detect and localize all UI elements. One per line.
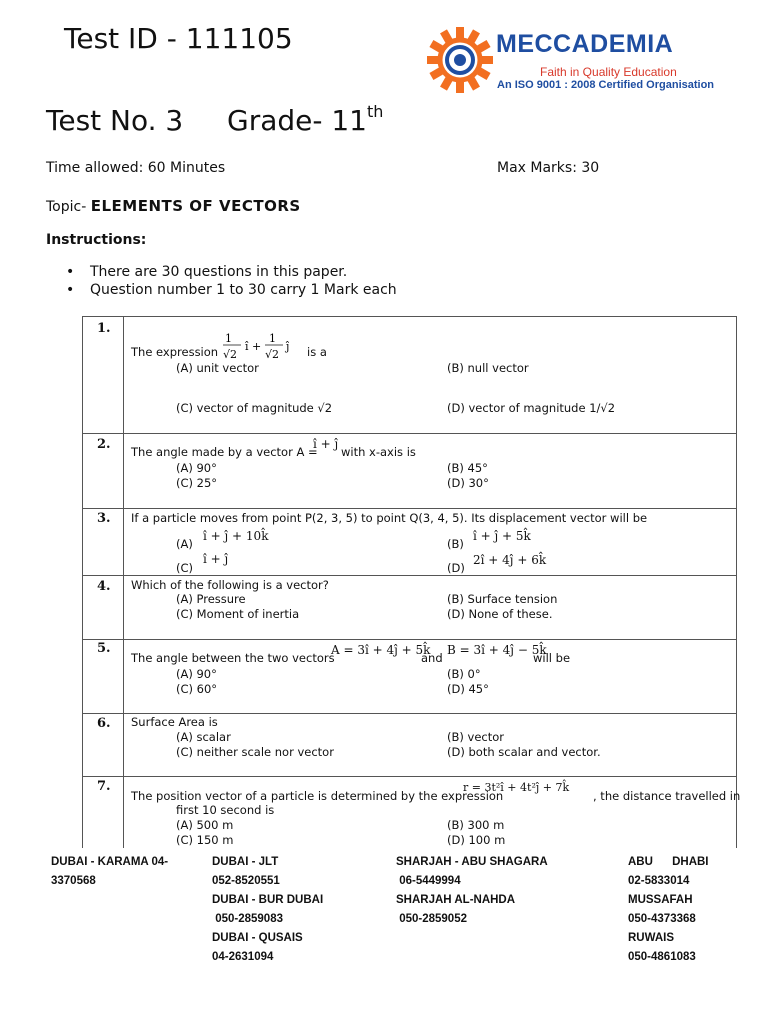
question-math: î + ĵ — [313, 437, 339, 451]
option-a: (A) — [176, 537, 193, 551]
instruction-item: • There are 30 questions in this paper. — [66, 263, 397, 281]
option-c: (C) 150 m — [176, 833, 234, 847]
option-d: (D) 100 m — [447, 833, 506, 847]
row-divider — [83, 575, 736, 576]
logo-certification: An ISO 9001 : 2008 Certified Organisation — [497, 79, 715, 91]
footer-branch-dubai — [212, 853, 323, 967]
option-d: (D) 30° — [447, 476, 489, 490]
row-divider — [83, 776, 736, 777]
svg-text:1: 1 — [269, 332, 276, 345]
question-number: 2. — [97, 437, 111, 452]
option-b: (B) Surface tension — [447, 592, 558, 606]
grade-superscript: th — [367, 102, 384, 121]
question-number: 3. — [97, 511, 111, 526]
table-column-divider — [123, 317, 124, 848]
question-text-after: is a — [307, 345, 327, 359]
option-c: (C) 60° — [176, 682, 218, 696]
test-id: Test ID - 111105 — [64, 22, 293, 55]
footer-line: 050-2859052 — [396, 913, 467, 925]
footer-line: SHARJAH - ABU SHAGARA — [396, 856, 548, 868]
topic-title: ELEMENTS OF VECTORS — [90, 197, 301, 215]
footer-line: 050-4373368 — [628, 913, 696, 925]
option-a: (A) 90° — [176, 461, 217, 475]
option-d: (D) both scalar and vector. — [447, 745, 601, 759]
option-b-math: î + ĵ + 5k̂ — [473, 529, 531, 543]
option-a: (A) Pressure — [176, 592, 246, 606]
footer-line: 3370568 — [51, 875, 96, 887]
option-c: (C) — [176, 561, 194, 575]
footer-line: DUBAI - QUSAIS — [212, 932, 303, 944]
footer-branch-sharjah — [396, 853, 548, 929]
option-c-math: î + ĵ — [203, 552, 229, 566]
option-a-math: î + ĵ + 10k̂ — [203, 529, 269, 543]
footer-line: 04-2631094 — [212, 951, 274, 963]
question-text: The angle made by a vector A = — [131, 445, 318, 459]
question-text-mid: and — [421, 651, 443, 665]
option-a: (A) 90° — [176, 667, 217, 681]
svg-text:ĵ: ĵ — [286, 340, 290, 353]
question-number: 6. — [97, 716, 111, 731]
grade — [227, 104, 383, 137]
option-c: (C) vector of magnitude √2 — [176, 401, 333, 415]
topic-prefix: Topic- — [46, 199, 91, 215]
row-divider — [83, 433, 736, 434]
question-math — [223, 329, 303, 363]
question-text: Surface Area is — [131, 715, 218, 729]
instructions-label: Instructions: — [46, 232, 147, 248]
question-number: 7. — [97, 779, 111, 794]
question-number: 5. — [97, 641, 111, 656]
svg-text:î +: î + — [245, 340, 262, 353]
svg-text:1: 1 — [225, 332, 232, 345]
option-d: (D) vector of magnitude 1/√2 — [447, 401, 616, 415]
option-b: (B) 0° — [447, 667, 481, 681]
option-d: (D) None of these. — [447, 607, 553, 621]
row-divider — [83, 713, 736, 714]
option-b: (B) — [447, 537, 464, 551]
question-text-after: will be — [533, 651, 571, 665]
footer-line: DUBAI - BUR DUBAI — [212, 894, 324, 906]
svg-text:√2: √2 — [223, 348, 238, 361]
footer-line: 06-5449994 — [396, 875, 461, 887]
footer-line: SHARJAH AL-NAHDA — [396, 894, 516, 906]
gear-icon — [424, 20, 494, 98]
footer-branch-abu-dhabi — [628, 853, 709, 967]
row-divider — [83, 508, 736, 509]
option-b: (B) null vector — [447, 361, 529, 375]
logo-tagline: Faith in Quality Education — [540, 65, 677, 79]
option-d: (D) — [447, 561, 465, 575]
footer-line: 050-2859083 — [212, 913, 283, 925]
question-text: The expression — [131, 345, 219, 359]
footer-line: 052-8520551 — [212, 875, 280, 887]
grade-label: Grade- 11 — [227, 104, 367, 137]
footer-line: RUWAIS — [628, 932, 674, 944]
option-a: (A) 500 m — [176, 818, 234, 832]
question-table — [82, 316, 741, 848]
logo-name: MECCADEMIA — [496, 30, 674, 58]
footer-line: DUBAI - KARAMA 04- — [51, 856, 169, 868]
option-c: (C) neither scale nor vector — [176, 745, 334, 759]
expression-formula — [223, 329, 303, 363]
option-d-math: 2î + 4ĵ + 6k̂ — [473, 553, 547, 567]
test-number: Test No. 3 — [46, 104, 184, 137]
footer-line: MUSSAFAH — [628, 894, 693, 906]
footer-line: 050-4861083 — [628, 951, 696, 963]
option-d: (D) 45° — [447, 682, 489, 696]
max-marks: Max Marks: 30 — [497, 160, 600, 176]
question-text: The angle between the two vectors — [131, 651, 335, 665]
option-b: (B) 300 m — [447, 818, 505, 832]
question-text: Which of the following is a vector? — [131, 578, 329, 592]
option-a: (A) unit vector — [176, 361, 259, 375]
question-text: If a particle moves from point P(2, 3, 5) to point Q(3, 4, 5). Its displacement vector will be — [131, 511, 648, 525]
question-text: The position vector of a particle is determined by the expression — [131, 789, 504, 803]
question-math-2: B = 3î + 4ĵ − 5k̂ — [447, 643, 547, 657]
time-allowed: Time allowed: 60 Minutes — [46, 160, 226, 176]
instruction-item: • Question number 1 to 30 carry 1 Mark each — [66, 281, 397, 299]
option-b: (B) 45° — [447, 461, 488, 475]
question-number: 1. — [97, 321, 111, 336]
option-c: (C) Moment of inertia — [176, 607, 300, 621]
svg-text:√2: √2 — [265, 348, 280, 361]
question-text-after: , the distance travelled in — [593, 789, 741, 803]
option-b: (B) vector — [447, 730, 504, 744]
option-a: (A) scalar — [176, 730, 231, 744]
footer-line: DUBAI - JLT — [212, 856, 279, 868]
footer-line: 02-5833014 — [628, 875, 690, 887]
topic — [46, 196, 301, 215]
row-divider — [83, 639, 736, 640]
question-math: r = 3t²î + 4t²ĵ + 7k̂ — [463, 781, 570, 794]
question-text-line2: first 10 second is — [176, 803, 275, 817]
instructions-list — [66, 263, 397, 299]
question-math: A = 3î + 4ĵ + 5k̂ — [331, 643, 431, 657]
option-c: (C) 25° — [176, 476, 218, 490]
question-number: 4. — [97, 579, 111, 594]
footer-line: ABU DHABI — [628, 856, 709, 868]
question-text-after: with x-axis is — [341, 445, 416, 459]
footer-branch-karama — [51, 853, 168, 891]
